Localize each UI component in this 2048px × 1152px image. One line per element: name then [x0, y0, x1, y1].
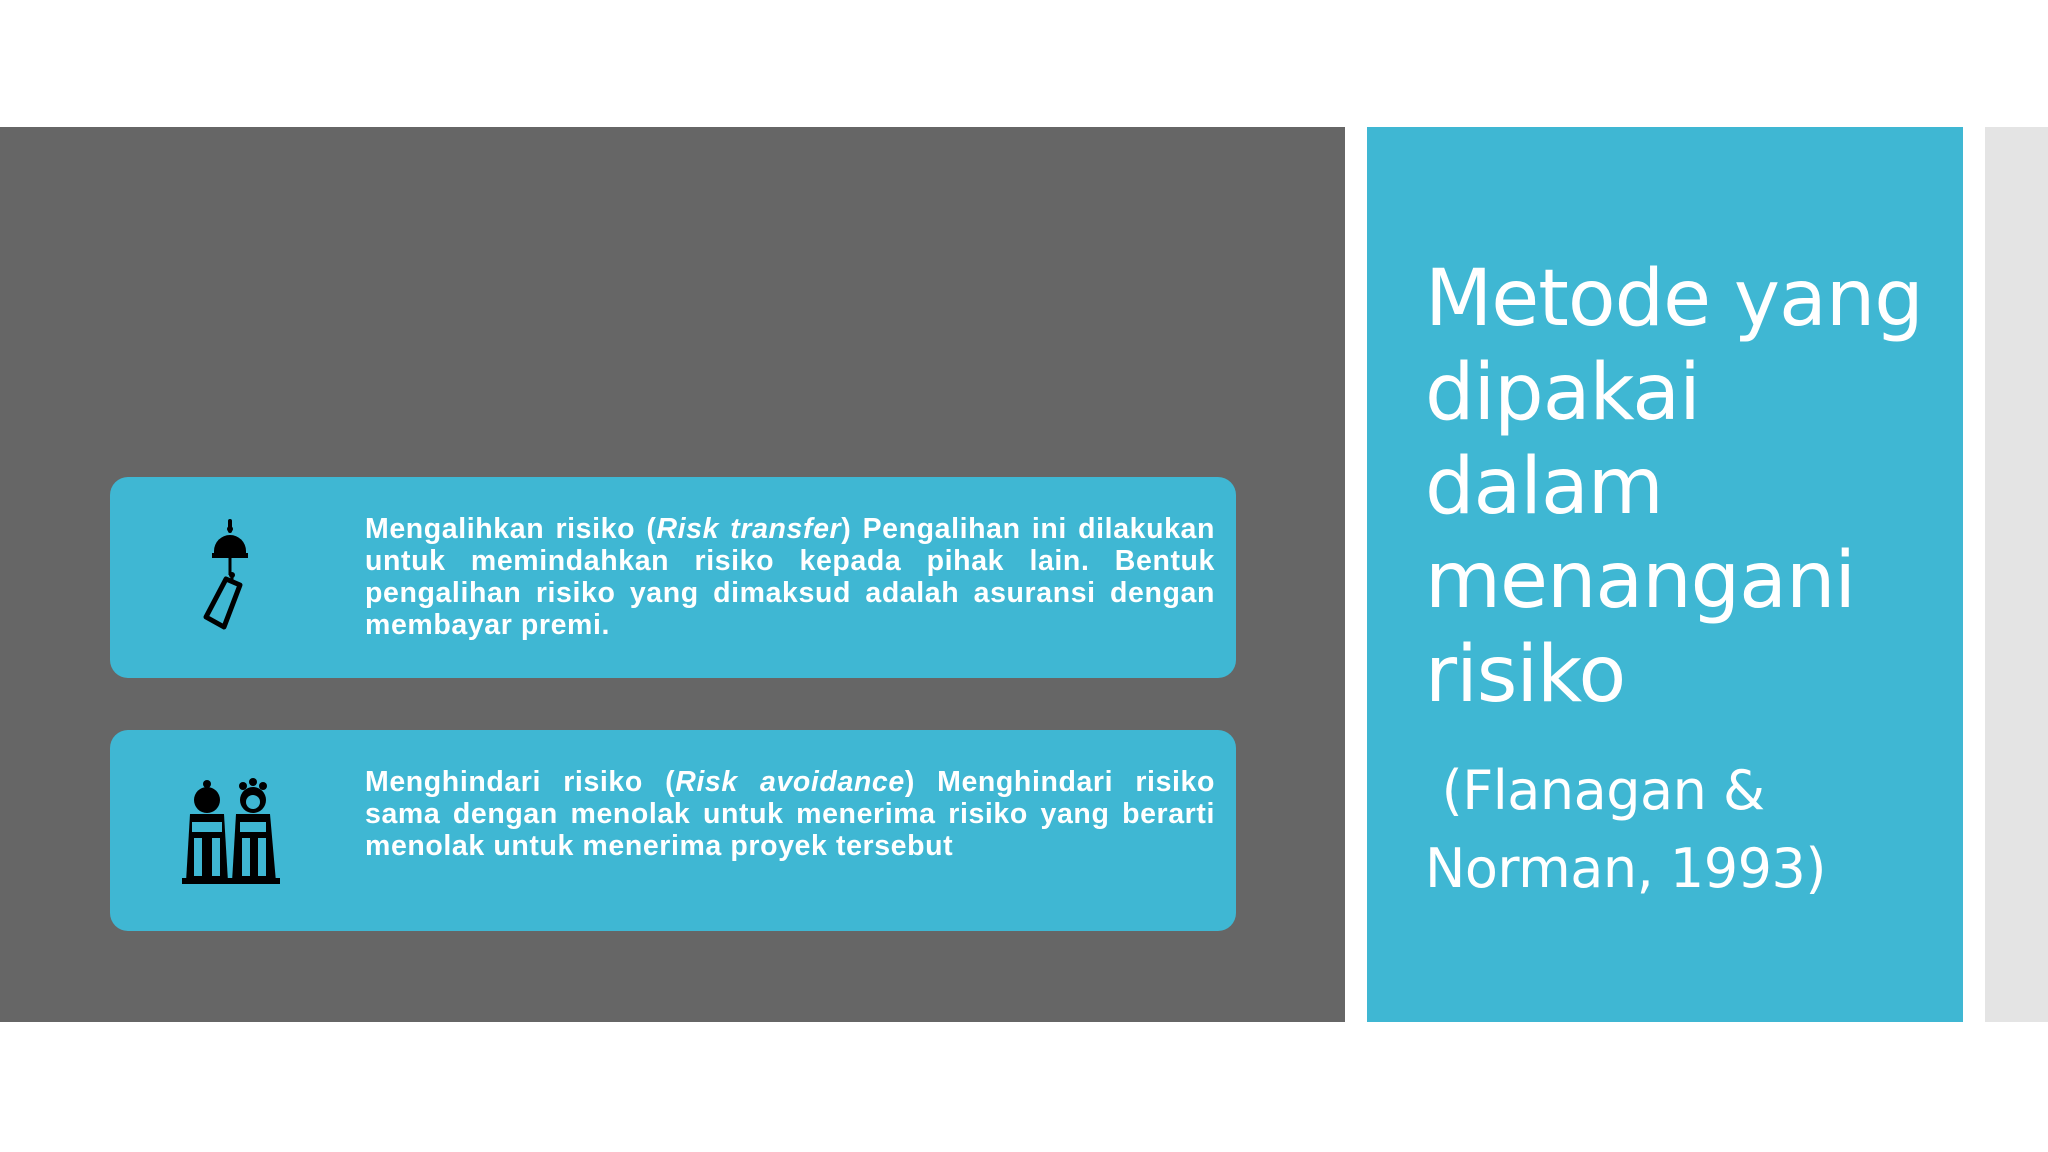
side-edge-strip	[1985, 127, 2048, 1022]
method-term: Menghindari risiko	[365, 766, 643, 798]
method-description: Pengalihan ini dilakukan untuk memindahkan risiko kepada pihak lain. Bentuk pengalihan risiko yang dimaksud adalah asuransi dengan membayar premi.	[365, 513, 1216, 641]
title-line: dipakai	[1425, 348, 1700, 438]
title-panel	[1367, 127, 1963, 1022]
method-text: Menghindari risiko (Risk avoidance) Menghindari risiko sama dengan menolak untuk menerima risiko yang berarti menolak untuk menerima proyek tersebut	[365, 766, 1215, 862]
method-description: Menghindari risiko sama dengan menolak untuk menerima risiko yang berarti menolak untuk menerima proyek tersebut	[365, 766, 1215, 862]
method-card-risk-transfer	[110, 477, 1236, 678]
method-term: Mengalihkan risiko	[365, 513, 636, 545]
wind-chime-icon	[170, 517, 290, 637]
title-line: dalam	[1425, 442, 1663, 532]
citation-line: (Flanagan &	[1425, 759, 1765, 822]
citation-line: Norman, 1993)	[1425, 837, 1826, 900]
title-line: Metode yang	[1425, 254, 1923, 344]
title-line: risiko	[1425, 630, 1626, 720]
method-english-term: Risk avoidance	[675, 766, 905, 798]
method-text: Mengalihkan risiko (Risk transfer) Pengalihan ini dilakukan untuk memindahkan risiko kepada pihak lain. Bentuk pengalihan risiko yang dimaksud adalah asuransi dengan membayar premi.	[365, 513, 1216, 641]
title-line: menangani	[1425, 536, 1856, 626]
method-card-risk-avoidance	[110, 730, 1236, 931]
citation	[1425, 752, 1945, 908]
content-panel	[0, 127, 1345, 1022]
hina-dolls-icon	[170, 770, 290, 890]
slide-title	[1425, 252, 1945, 722]
method-english-term: Risk transfer	[656, 513, 842, 545]
